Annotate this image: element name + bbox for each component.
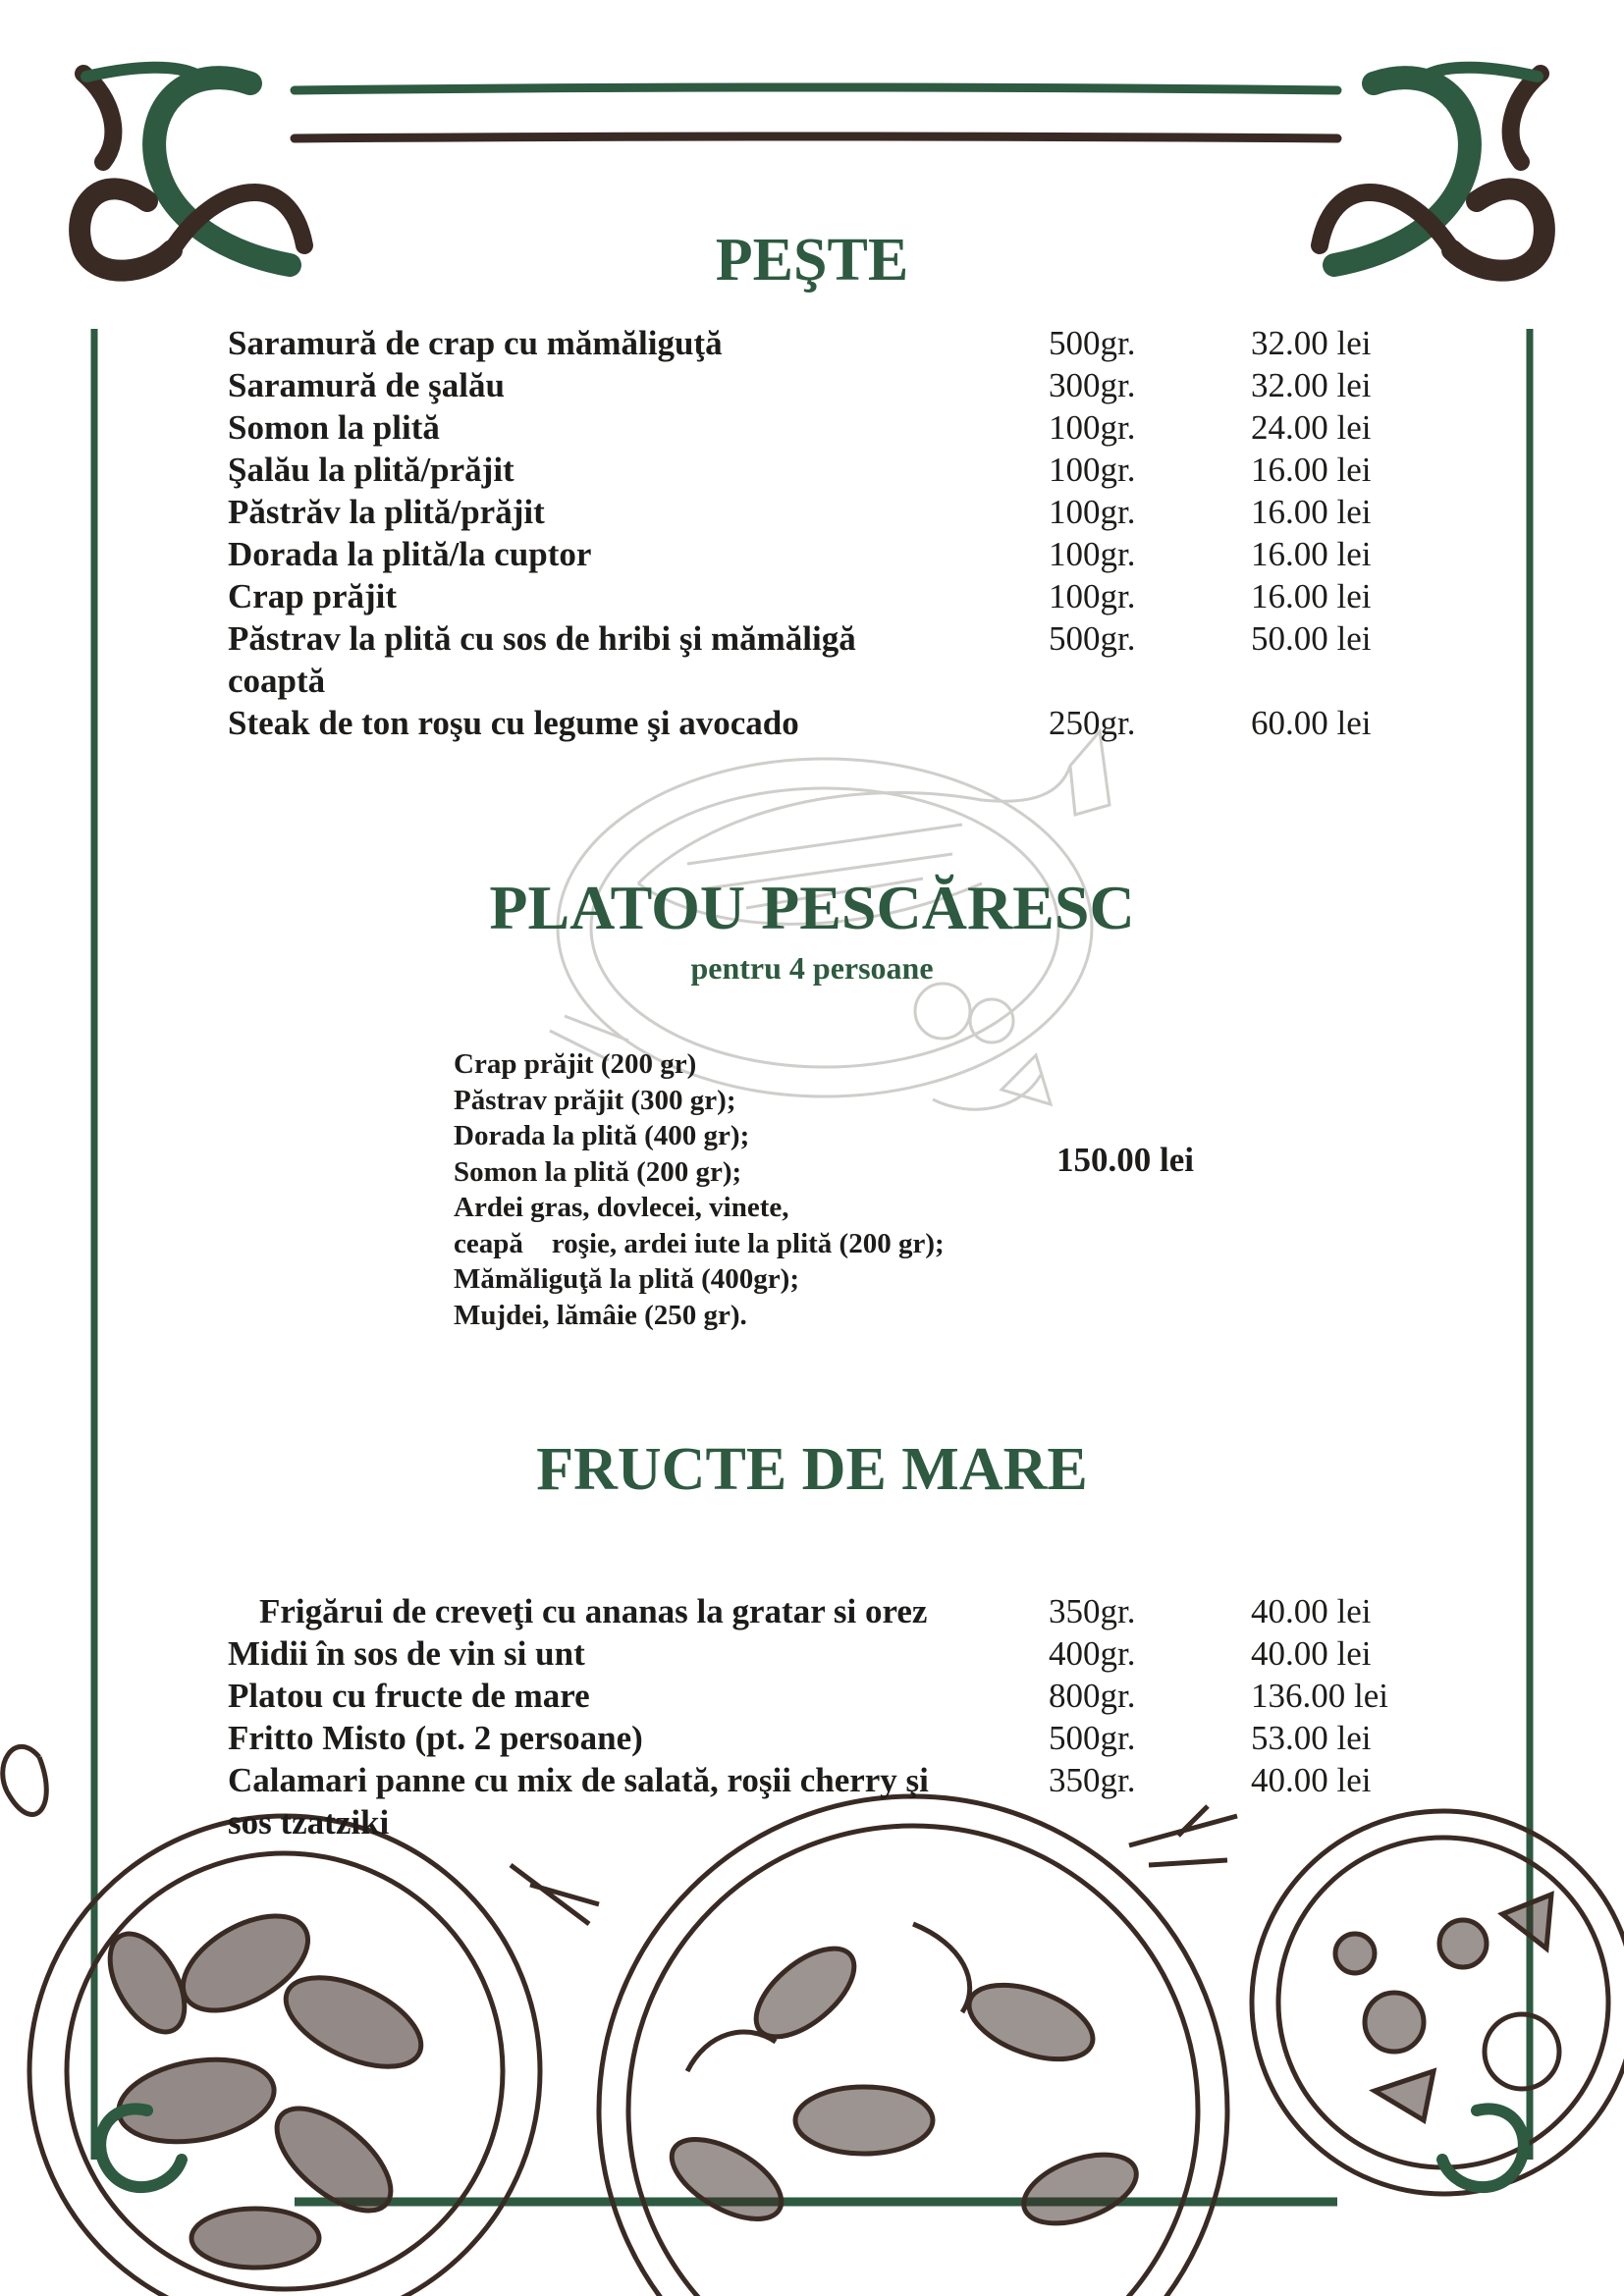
menu-item-name-continued: sos tzatziki: [228, 1803, 390, 1842]
menu-item-name: Platou cu fructe de mare: [228, 1677, 590, 1715]
menu-item: [228, 1590, 1426, 1633]
top-bar-green: [295, 87, 1337, 90]
menu-item-name: Somon la plită: [228, 408, 440, 447]
menu-item: [228, 322, 1426, 365]
menu-item-qty: 100gr.: [1049, 451, 1136, 489]
menu-item-qty: 100gr.: [1049, 577, 1136, 615]
corner-ornament-bottom-right: [1442, 2109, 1524, 2187]
menu-item: [228, 533, 1426, 576]
menu-item: [228, 1717, 1426, 1760]
menu-item-price: 16.00 lei: [1251, 451, 1372, 489]
menu-item: [228, 364, 1426, 407]
menu-item-price: 16.00 lei: [1251, 577, 1372, 615]
menu-item-name: Păstrăv la plită/prăjit: [228, 493, 545, 531]
menu-item-price: 24.00 lei: [1251, 408, 1372, 447]
menu-item-name: Frigărui de creveţi cu ananas la gratar si orez: [259, 1592, 928, 1630]
menu-item-price: 32.00 lei: [1251, 324, 1372, 362]
menu-item-name: Dorada la plită/la cuptor: [228, 535, 592, 573]
platou-line: Somon la plită (200 gr);: [454, 1155, 742, 1188]
menu-item: [228, 406, 1426, 450]
menu-item: [228, 1759, 1426, 1843]
menu-item-qty: 800gr.: [1049, 1677, 1136, 1715]
menu-item-name: Calamari panne cu mix de salată, roşii cherry şi: [228, 1761, 929, 1799]
platou-contents: [454, 1046, 945, 1333]
menu-item-qty: 500gr.: [1049, 1719, 1136, 1757]
menu-item-price: 40.00 lei: [1251, 1761, 1372, 1799]
menu-item-name: Crap prăjit: [228, 577, 398, 615]
platou-line: Ardei gras, dovlecei, vinete,: [454, 1192, 789, 1223]
menu-item-qty: 300gr.: [1049, 366, 1136, 404]
menu-item-name: Midii în sos de vin si unt: [228, 1634, 585, 1673]
section-title-platou: PLATOU PESCĂRESC: [489, 873, 1135, 942]
menu-item-price: 40.00 lei: [1251, 1592, 1372, 1630]
menu-item: [228, 617, 1426, 702]
menu-item-qty: 500gr.: [1049, 619, 1136, 658]
menu-item-name: Păstrav la plită cu sos de hribi şi mămăligă: [228, 619, 856, 658]
menu-item-name-continued: coaptă: [228, 662, 326, 700]
menu-item-qty: 250gr.: [1049, 704, 1136, 742]
menu-item-qty: 500gr.: [1049, 324, 1136, 362]
menu-item-price: 40.00 lei: [1251, 1634, 1372, 1673]
section-subtitle-platou: pentru 4 persoane: [690, 950, 934, 986]
menu-item: [228, 1632, 1426, 1676]
menu-item-name: Saramură de şalău: [228, 366, 505, 404]
platou-line: Mămăliguţă la plită (400gr);: [454, 1263, 799, 1295]
menu-item-qty: 100gr.: [1049, 493, 1136, 531]
menu-item-qty: 100gr.: [1049, 535, 1136, 573]
menu-item-price: 53.00 lei: [1251, 1719, 1372, 1757]
top-bar-brown: [295, 136, 1337, 138]
section-title-peste: PEŞTE: [715, 227, 909, 294]
menu-item: [228, 702, 1426, 745]
platou-line: Mujdei, lămâie (250 gr).: [454, 1299, 747, 1331]
menu-item-qty: 400gr.: [1049, 1634, 1136, 1673]
platou-line: ceapă roşie, ardei iute la plită (200 gr);: [454, 1227, 945, 1259]
menu-item-price: 16.00 lei: [1251, 493, 1372, 531]
platou-line: Păstrav prăjit (300 gr);: [454, 1084, 736, 1116]
section-title-fructe: FRUCTE DE MARE: [536, 1436, 1088, 1503]
menu-item-price: 50.00 lei: [1251, 619, 1372, 658]
menu-item-price: 32.00 lei: [1251, 366, 1372, 404]
menu-item-price: 16.00 lei: [1251, 535, 1372, 573]
menu-item-price: 136.00 lei: [1251, 1677, 1388, 1715]
platou-line: Dorada la plită (400 gr);: [454, 1120, 750, 1151]
platou-price: 150.00 lei: [1056, 1141, 1194, 1179]
menu-item-name: Fritto Misto (pt. 2 persoane): [228, 1719, 643, 1757]
platou-line: Crap prăjit (200 gr): [454, 1048, 697, 1080]
menu-item-qty: 350gr.: [1049, 1761, 1136, 1799]
menu-item-qty: 350gr.: [1049, 1592, 1136, 1630]
menu-item-price: 60.00 lei: [1251, 704, 1372, 742]
menu-item: [228, 1675, 1426, 1718]
menu-item: [228, 575, 1426, 618]
menu-item: [228, 449, 1426, 492]
menu-item-name: Şalău la plită/prăjit: [228, 451, 514, 489]
menu-item-name: Saramură de crap cu mămăliguţă: [228, 324, 723, 362]
menu-item-qty: 100gr.: [1049, 408, 1136, 447]
menu-item: [228, 491, 1426, 534]
menu-item-name: Steak de ton roşu cu legume şi avocado: [228, 704, 799, 742]
